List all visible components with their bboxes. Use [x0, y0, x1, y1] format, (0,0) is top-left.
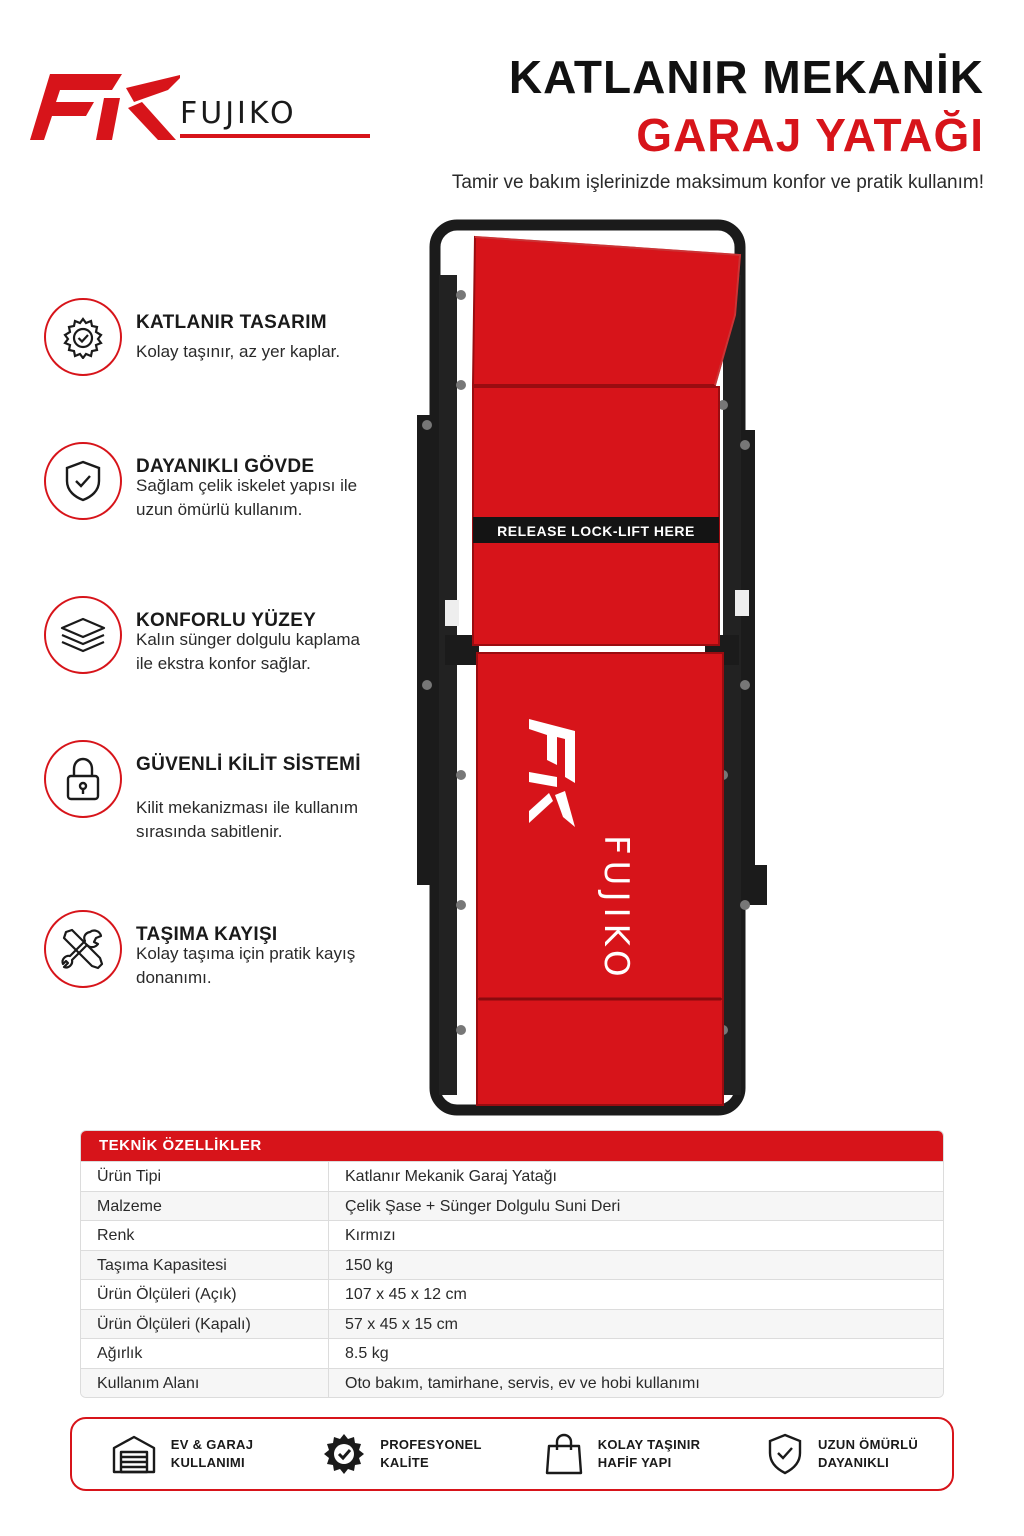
table-row	[81, 1161, 943, 1191]
wrench-screwdriver-icon	[60, 926, 106, 972]
shield-check-icon	[62, 459, 104, 503]
feature-item-folding	[44, 298, 374, 378]
feature-title: GÜVENLİ KİLİT SİSTEMİ	[136, 754, 361, 775]
strap-label: RELEASE LOCK-LIFT HERE	[497, 523, 695, 539]
table-row	[81, 1368, 943, 1398]
badge-durable	[732, 1432, 952, 1476]
spec-value: 107 x 45 x 12 cm	[345, 1286, 467, 1303]
spec-value: Katlanır Mekanik Garaj Yatağı	[345, 1168, 557, 1185]
badge-home-garage	[72, 1434, 292, 1474]
badge-quality	[292, 1432, 512, 1476]
spec-key: Taşıma Kapasitesi	[81, 1251, 329, 1280]
spec-value: Kırmızı	[345, 1227, 396, 1244]
product-image	[405, 215, 785, 1125]
brand-logo	[30, 68, 350, 148]
pad-logo-word: FUJIKO	[596, 835, 636, 983]
spec-key: Ağırlık	[81, 1339, 329, 1368]
spec-value: Çelik Şase + Sünger Dolgulu Suni Deri	[345, 1197, 621, 1215]
badge-line2: DAYANIKLI	[817, 1455, 890, 1470]
table-row	[81, 1279, 943, 1309]
gear-check-icon	[322, 1432, 366, 1476]
feature-item-durable	[44, 442, 374, 562]
table-row	[81, 1220, 943, 1250]
feature-desc: Sağlam çelik iskelet yapısı ile uzun ömürlü kullanım.	[136, 476, 358, 519]
spec-key: Malzeme	[81, 1192, 329, 1221]
feature-title: KONFORLU YÜZEY	[136, 610, 317, 631]
benefit-badges-bar	[70, 1417, 954, 1491]
table-row	[81, 1338, 943, 1368]
feature-icon-circle	[44, 910, 122, 988]
feature-item-strap	[44, 910, 374, 1020]
spec-table	[80, 1130, 944, 1398]
fk-logo-mark	[30, 68, 180, 144]
feature-desc: Kilit mekanizması ile kullanım sırasında sabitlenir.	[136, 798, 359, 841]
feature-title: DAYANIKLI GÖVDE	[136, 456, 315, 477]
badge-line1: UZUN ÖMÜRLÜ	[817, 1437, 919, 1452]
shopping-bag-icon	[544, 1432, 584, 1476]
feature-desc: Kolay taşınır, az yer kaplar.	[136, 342, 341, 361]
badge-line2: KULLANIMI	[170, 1455, 245, 1470]
layers-icon	[58, 615, 108, 655]
shield-check-icon	[766, 1432, 804, 1476]
badge-line1: KOLAY TAŞINIR	[597, 1437, 701, 1452]
spec-value: 150 kg	[345, 1256, 394, 1274]
badge-line2: HAFİF YAPI	[597, 1455, 672, 1470]
garage-icon	[111, 1434, 157, 1474]
spec-key: Kullanım Alanı	[81, 1369, 329, 1398]
brand-underline	[180, 134, 370, 138]
feature-title: KATLANIR TASARIM	[136, 312, 327, 333]
page-title-line2: GARAJ YATAĞI	[636, 109, 984, 161]
feature-title: TAŞIMA KAYIŞI	[136, 924, 278, 945]
feature-item-comfort	[44, 596, 374, 716]
table-row	[81, 1309, 943, 1339]
padlock-icon	[63, 756, 103, 802]
feature-icon-circle	[44, 596, 122, 674]
table-row	[81, 1191, 943, 1221]
feature-icon-circle	[44, 740, 122, 818]
spec-key: Ürün Tipi	[81, 1162, 329, 1191]
spec-value: Oto bakım, tamirhane, servis, ev ve hobi kullanımı	[345, 1374, 700, 1392]
badge-portable	[512, 1432, 732, 1476]
badge-line2: KALİTE	[380, 1455, 429, 1470]
feature-desc: Kolay taşıma için pratik kayış donanımı.	[136, 944, 356, 987]
spec-key: Ürün Ölçüleri (Açık)	[81, 1280, 329, 1309]
page-title-line1: KATLANIR MEKANİK	[508, 51, 984, 103]
spec-value: 8.5 kg	[345, 1345, 389, 1362]
spec-value: 57 x 45 x 15 cm	[345, 1315, 458, 1333]
table-row	[81, 1250, 943, 1280]
spec-key: Renk	[81, 1221, 329, 1250]
spec-key: Ürün Ölçüleri (Kapalı)	[81, 1310, 329, 1339]
feature-desc: Kalın sünger dolgulu kaplama ile ekstra konfor sağlar.	[136, 630, 360, 673]
badge-line1: EV & GARAJ	[170, 1437, 254, 1452]
spec-table-heading: TEKNİK ÖZELLİKLER	[81, 1131, 943, 1161]
feature-icon-circle	[44, 442, 122, 520]
gear-check-icon	[61, 315, 105, 359]
page-subtitle: Tamir ve bakım işlerinizde maksimum konfor ve pratik kullanım!	[451, 172, 984, 193]
badge-line1: PROFESYONEL	[380, 1437, 482, 1452]
brand-wordmark: FUJIKO	[180, 96, 297, 131]
feature-icon-circle	[44, 298, 122, 376]
feature-item-lock	[44, 740, 374, 870]
